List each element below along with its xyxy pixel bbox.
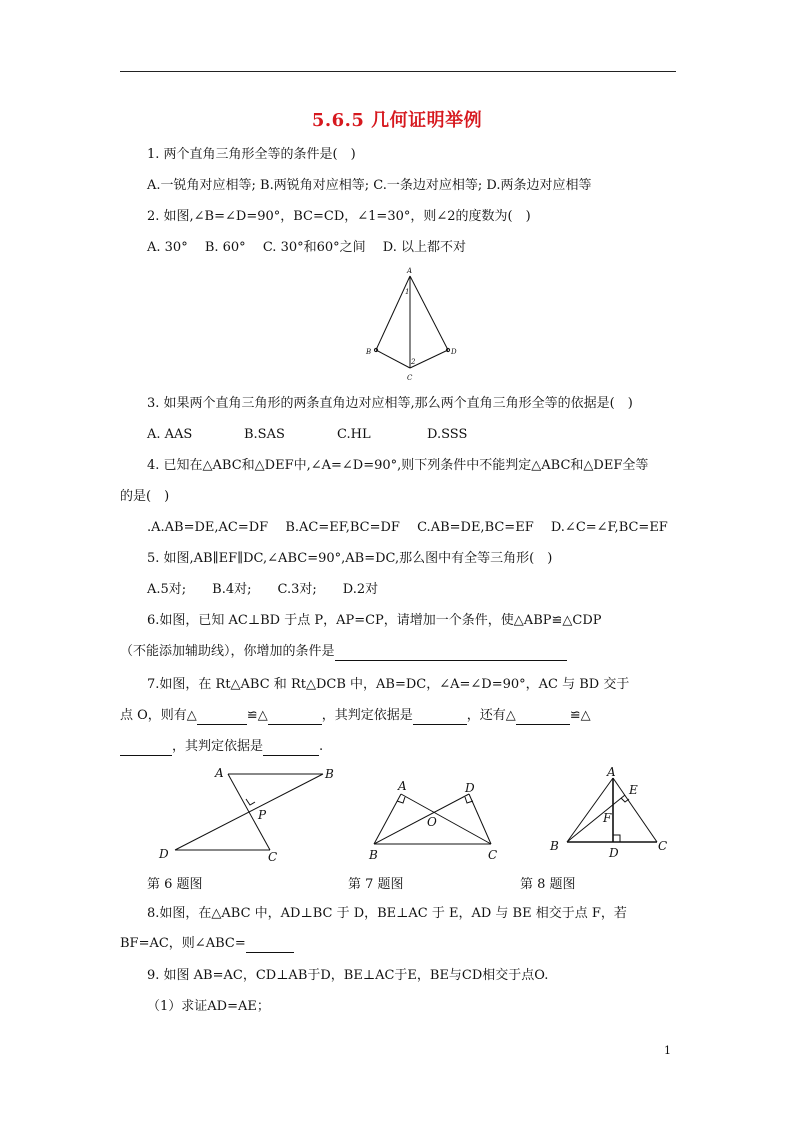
fig7-edge-ac [401, 794, 491, 844]
q6-line1: 6.如图，已知 AC⊥BD 于点 P，AP=CP，请增加一个条件，使△ABP≌△CDP [147, 613, 602, 628]
fig6-label-c: C [268, 850, 278, 864]
fig8-caption: 第 8 题图 [520, 877, 576, 892]
q3-option-b: B.SAS [244, 427, 285, 442]
fig8-right-angle-e [621, 798, 629, 802]
q6-answer-blank[interactable] [335, 646, 567, 661]
fig6-edge-bd [175, 774, 323, 850]
q2-edge-dc [410, 350, 448, 368]
fig8-label-d: D [609, 846, 619, 860]
q4-stem-line1: 4. 已知在△ABC和△DEF中,∠A=∠D=90°,则下列条件中不能判定△ABC和△DEF全等 [147, 458, 649, 473]
q7-text-d: ，还有△ [466, 708, 516, 723]
q6-line2-text: （不能添加辅助线），你增加的条件是 [120, 644, 335, 659]
q7-blank-4[interactable] [516, 710, 570, 725]
q8-line2 [120, 935, 294, 953]
q9-part1: （1）求证AD=AE； [147, 999, 270, 1014]
header-rule [120, 71, 676, 72]
q6-line2 [120, 643, 567, 661]
page-number: 1 [664, 1044, 671, 1057]
q7-line3 [120, 738, 323, 756]
q8-line2-text: BF=AC，则∠ABC= [120, 936, 246, 951]
q7-blank-6[interactable] [263, 741, 319, 756]
q3-option-c: C.HL [337, 427, 371, 442]
q7-text-a: 点 O，则有△ [120, 708, 197, 723]
fig7-caption: 第 7 题图 [348, 877, 404, 892]
fig7-label-b: B [369, 848, 378, 862]
q7-text-c: ，其判定依据是 [321, 708, 413, 723]
fig6 [155, 764, 345, 864]
q7-text-e: ≌△ [569, 708, 591, 723]
fig7-label-d: D [465, 781, 475, 795]
page-title: 5.6.5 几何证明举例 [311, 110, 483, 131]
fig8-label-c: C [658, 839, 668, 853]
q2-stem: 2. 如图,∠B=∠D=90°，BC=CD，∠1=30°，则∠2的度数为( ) [147, 209, 531, 224]
q2-label-a: A [407, 267, 413, 275]
q3-stem: 3. 如果两个直角三角形的两条直角边对应相等,那么两个直角三角形全等的依据是( ) [147, 396, 633, 411]
q1-options: A.一锐角对应相等; B.两锐角对应相等; C.一条边对应相等; D.两条边对应相等 [147, 178, 592, 193]
q3-option-a: A. AAS [147, 427, 193, 442]
fig6-right-angle-mark [246, 799, 255, 805]
q7-blank-2[interactable] [268, 710, 322, 725]
q1-stem: 1. 两个直角三角形全等的条件是( ) [147, 147, 356, 162]
fig6-caption: 第 6 题图 [147, 877, 203, 892]
q4-options: .A.AB=DE,AC=DF B.AC=EF,BC=DF C.AB=DE,BC=EF D.∠C=∠F,BC=EF [147, 520, 668, 535]
q4-stem-line2: 的是( ) [120, 489, 170, 504]
q7-blank-3[interactable] [413, 710, 467, 725]
q7-text-b: ≌△ [246, 708, 268, 723]
fig8-label-f: F [603, 811, 612, 825]
q7-text-f: ，其判定依据是 [172, 739, 264, 754]
q2-figure [360, 264, 470, 386]
q2-label-b: B [366, 348, 372, 356]
q2-label-angle2: 2 [411, 358, 416, 366]
q2-options: A. 30° B. 60° C. 30°和60°之间 D. 以上都不对 [147, 240, 467, 255]
q3-option-d: D.SSS [427, 427, 468, 442]
fig7 [362, 777, 510, 865]
q5-stem: 5. 如图,AB∥EF∥DC,∠ABC=90°,AB=DC,那么图中有全等三角形( ) [147, 551, 553, 566]
fig7-edge-db [374, 794, 469, 844]
fig6-label-p: P [258, 808, 267, 822]
fig7-label-c: C [488, 848, 498, 862]
fig8-label-b: B [550, 839, 559, 853]
q7-line2 [120, 707, 591, 725]
fig6-label-a: A [215, 766, 224, 780]
fig6-label-b: B [325, 767, 334, 781]
fig8-right-angle-d [613, 835, 620, 842]
fig6-label-d: D [159, 847, 169, 861]
q7-blank-1[interactable] [197, 710, 247, 725]
fig8 [545, 764, 675, 864]
q8-line1: 8.如图，在△ABC 中，AD⊥BC 于 D，BE⊥AC 于 E，AD 与 BE 相交于点 F，若 [147, 906, 627, 921]
q2-edge-bc [376, 350, 410, 368]
q7-period: . [319, 739, 324, 754]
q7-blank-5[interactable] [120, 741, 172, 756]
q2-label-c: C [407, 374, 413, 382]
fig7-label-o: O [427, 815, 437, 829]
q5-options: A.5对; B.4对; C.3对; D.2对 [147, 582, 379, 597]
q7-line1: 7.如图，在 Rt△ABC 和 Rt△DCB 中，AB=DC，∠A=∠D=90°，AC 与 BD 交于 [147, 677, 630, 692]
q2-label-angle1: 1 [405, 288, 410, 296]
q9-stem: 9. 如图 AB=AC，CD⊥AB于D，BE⊥AC于E，BE与CD相交于点O. [147, 968, 549, 983]
q2-edge-ad [410, 276, 448, 350]
fig7-label-a: A [398, 779, 407, 793]
q8-answer-blank[interactable] [246, 938, 294, 953]
q2-label-d: D [451, 348, 457, 356]
fig8-label-a: A [607, 765, 616, 779]
fig8-label-e: E [629, 783, 638, 797]
